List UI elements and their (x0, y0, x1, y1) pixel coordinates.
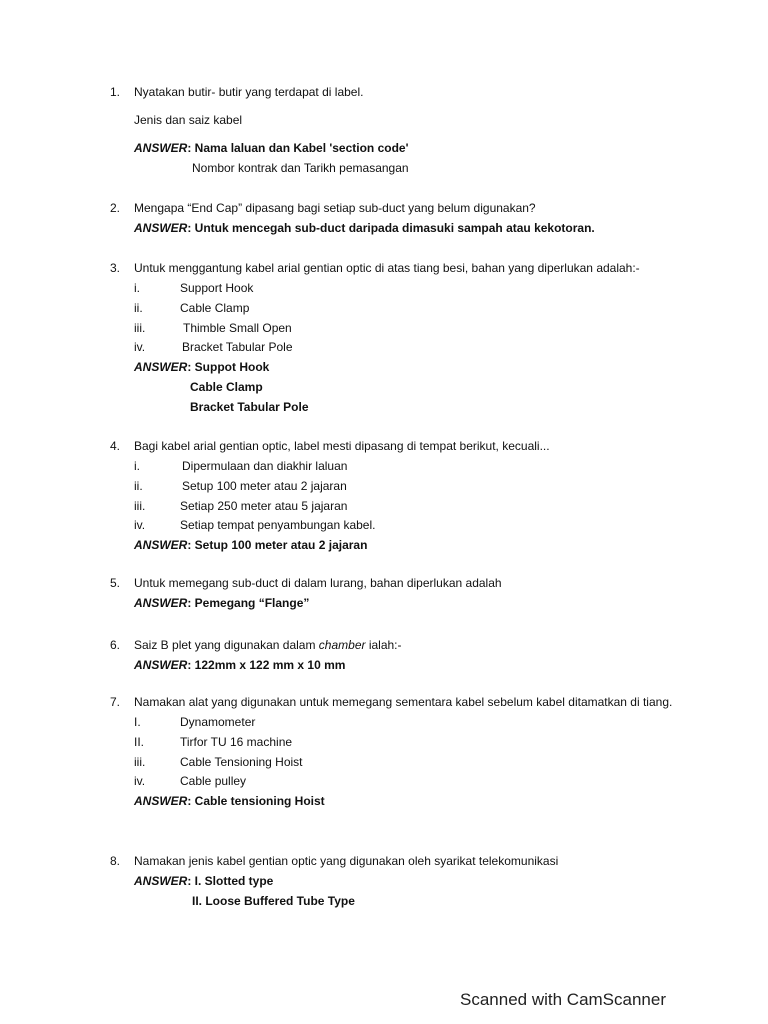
question-number: 4. (110, 439, 121, 453)
question-number: 1. (110, 85, 121, 99)
answer-label: ANSWER (134, 538, 188, 553)
option-numeral: ii. (134, 478, 143, 493)
answer (134, 791, 710, 811)
answer-text: : I. Slotted type (187, 874, 274, 888)
question-number: 8. (110, 854, 121, 868)
question-4 (110, 436, 710, 555)
answer-text: : 122mm x 122 mm x 10 mm (187, 658, 346, 672)
option-text: Setiap tempat penyambungan kabel. (180, 518, 376, 533)
option-text: Dynamometer (180, 715, 256, 729)
answer-continuation: Bracket Tabular Pole (190, 400, 309, 415)
answer-label: ANSWER (134, 360, 188, 375)
answer-text: : Nama laluan dan Kabel 'section code' (187, 141, 409, 155)
question-5 (110, 573, 710, 613)
option-numeral: iv. (134, 340, 146, 355)
question-text-pre: Saiz B plet yang digunakan dalam (134, 638, 319, 652)
question-text: Namakan alat yang digunakan untuk memegang sementara kabel sebelum kabel ditamatkan di tiang. (134, 695, 673, 709)
question-text: Mengapa “End Cap” dipasang bagi setiap sub-duct yang belum digunakan? (134, 201, 536, 215)
option-numeral: i. (134, 459, 140, 473)
question-text-emphasis: chamber (318, 638, 366, 652)
option (110, 337, 710, 357)
answer-continuation: II. Loose Buffered Tube Type (192, 894, 355, 908)
option-numeral: iii. (134, 754, 146, 769)
option-text: Thimble Small Open (183, 320, 292, 335)
answer-label: ANSWER (134, 221, 188, 235)
answer-text: : Suppot Hook (187, 360, 270, 375)
question-number: 3. (110, 261, 121, 275)
option-text: Bracket Tabular Pole (182, 340, 293, 355)
option-numeral: iii. (134, 320, 146, 335)
option-numeral: I. (134, 715, 141, 729)
answer-continuation: Cable Clamp (190, 380, 263, 395)
option-numeral: ii. (134, 300, 143, 315)
option (110, 712, 710, 732)
answer (134, 655, 710, 675)
answer-label: ANSWER (134, 141, 188, 155)
answer (134, 138, 710, 158)
option-numeral: iii. (134, 498, 146, 513)
question-text: Nyatakan butir- butir yang terdapat di label. (134, 85, 364, 99)
option-text: Cable Tensioning Hoist (180, 754, 303, 769)
question-3 (110, 258, 710, 417)
answer-text: : Cable tensioning Hoist (187, 794, 325, 809)
question-text: Namakan jenis kabel gentian optic yang digunakan oleh syarikat telekomunikasi (134, 854, 559, 868)
answer (134, 593, 710, 613)
option (110, 476, 710, 496)
option-text: Setup 100 meter atau 2 jajaran (182, 478, 347, 493)
answer (134, 535, 710, 555)
answer-text: : Setup 100 meter atau 2 jajaran (187, 538, 368, 553)
question-1 (110, 82, 710, 178)
option-text: Setiap 250 meter atau 5 jajaran (180, 498, 348, 513)
option-text: Dipermulaan dan diakhir laluan (182, 459, 348, 473)
answer (134, 871, 710, 891)
question-text: Bagi kabel arial gentian optic, label mesti dipasang di tempat berikut, kecuali... (134, 439, 550, 453)
question-text-post: ialah:- (365, 638, 402, 652)
option-numeral: II. (134, 734, 145, 749)
answer-label: ANSWER (134, 658, 188, 672)
question-number: 6. (110, 638, 121, 652)
question-text: Untuk memegang sub-duct di dalam lurang, bahan diperlukan adalah (134, 576, 502, 590)
answer-label: ANSWER (134, 596, 188, 610)
option (110, 278, 710, 298)
question-7 (110, 692, 710, 811)
question-2 (110, 198, 710, 238)
question-subtext: Jenis dan saiz kabel (134, 113, 243, 127)
scanner-watermark: Scanned with CamScanner (460, 990, 667, 1009)
question-6 (110, 635, 710, 675)
option (110, 732, 710, 752)
option-numeral: i. (134, 281, 140, 295)
option-text: Cable pulley (180, 774, 247, 789)
answer-text: : Pemegang “Flange” (187, 596, 310, 610)
question-text: Untuk menggantung kabel arial gentian optic di atas tiang besi, bahan yang diperlukan adalah:- (134, 261, 640, 275)
answer-label: ANSWER (134, 794, 188, 809)
option (110, 318, 710, 338)
answer-text: : Untuk mencegah sub-duct daripada dimasuki sampah atau kekotoran. (187, 221, 595, 235)
option-numeral: iv. (134, 774, 146, 789)
question-number: 2. (110, 201, 121, 215)
option (110, 496, 710, 516)
answer-label: ANSWER (134, 874, 188, 888)
option (110, 298, 710, 318)
option (110, 515, 710, 535)
option-text: Support Hook (180, 281, 254, 295)
option-numeral: iv. (134, 518, 146, 533)
option-text: Tirfor TU 16 machine (180, 734, 293, 749)
question-8 (110, 851, 710, 911)
question-number: 7. (110, 695, 121, 709)
option (110, 771, 710, 791)
question-number: 5. (110, 576, 121, 590)
answer-continuation: Nombor kontrak dan Tarikh pemasangan (192, 161, 409, 175)
option (110, 752, 710, 772)
option (110, 456, 710, 476)
answer (134, 218, 710, 238)
answer (134, 357, 710, 377)
option-text: Cable Clamp (180, 300, 250, 315)
question-text (134, 635, 710, 655)
